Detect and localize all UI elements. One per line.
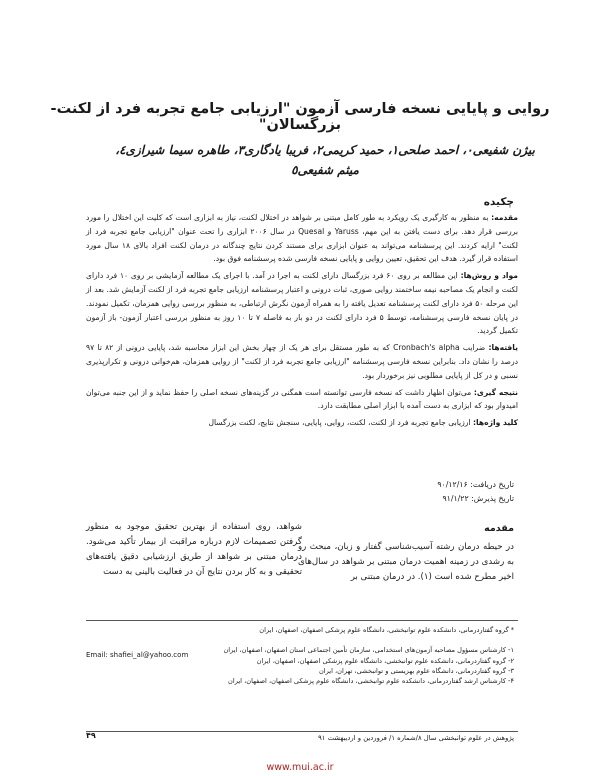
intro-heading: مقدمه xyxy=(484,523,514,534)
paper-title: روایی و پایایی نسخه فارسی آزمون "ارزیابی جامع تجربه فرد از لکنت- بزرگسالان" xyxy=(50,101,550,133)
author-list xyxy=(90,140,560,180)
abstract-section xyxy=(86,211,518,266)
footnote-divider xyxy=(86,620,518,621)
section-label: یافته‌ها: xyxy=(488,343,518,353)
footnote-item: ۱- کارشناس مسؤول مصاحبه آزمون‌های استخدامی، سازمان تأمین اجتماعی استان اصفهان، اصفهان، ایران xyxy=(223,646,514,655)
abstract-section xyxy=(86,341,518,382)
website-link[interactable]: www.mui.ac.ir xyxy=(266,762,334,773)
footnote-item: ۲- گروه گفتاردرمانی، دانشکده علوم توانبخشی، دانشگاه علوم پزشکی اصفهان، اصفهان، ایران xyxy=(256,656,514,665)
corresponding-email[interactable]: Email: shafiei_al@yahoo.com xyxy=(86,651,189,659)
abstract-body xyxy=(86,211,518,433)
author-line-2: میثم شفیعی٥ xyxy=(291,163,359,177)
footer-divider xyxy=(86,731,518,732)
section-label: مواد و روش‌ها: xyxy=(460,271,518,281)
abstract-section xyxy=(86,386,518,414)
accepted-date: تاریخ پذیرش: ۹۱/۱/۲۲ xyxy=(442,494,514,503)
section-text: ضرایب Cronbach's alpha که به طور مستقل برای هر یک از چهار بخش این ابزار محاسبه شد، پایایی درونی از ۸۲ تا ۹۷ درصد را نشان داد. بنابراین نسخه فارسی پرسشنامه "ارزیابی جامع تجربه فرد از لکنت" از روایی همزمان، هم‌خوانی درونی و تکرارپذیری نسبی و در کل از پایایی مطلوبی نیز برخوردار بود. xyxy=(86,343,518,380)
section-text: به منظور به کارگیری یک رویکرد به طور کامل مبتنی بر شواهد در اختلال لکنت، نیاز به ابزاری است که کلیت این اختلال را مورد بررسی قرار دهد. برای دست یافتن به این مهم، Yaruss و Quesal در سال ۲۰۰۶ ابزاری را تحت عنوان "ارزیابی جامع تجربه فرد از لکنت" ارایه کردند. این پرسشنامه می‌تواند به عنوان ابزاری برای مستند کردن نتایج چندگانه در درمان لکنت افراد بالای ۱۸ سال مورد استفاده قرار گیرد. هدف این تحقیق، تعیین روایی و پایایی نسخه فارسی شده پرسشنامه فوق بود. xyxy=(86,213,519,264)
footnote-item: ۴- کارشناس ارشد گفتاردرمانی، دانشکده علوم توانبخشی، دانشگاه علوم پزشکی اصفهان، اصفهان، ایران xyxy=(228,677,514,686)
abstract-section xyxy=(86,269,518,338)
section-text: این مطالعه بر روی ۶۰ فرد بزرگسال دارای لکنت به اجرا در آمد. با اجرای یک مطالعه آزمایشی بر روی ۱۰ فرد دارای لکنت و انجام یک مصاحبه نیمه ساختمند روایی صوری، ثبات درونی و اعتبار پرسشنامه ارزیابی جامع تجربه فرد از لکنت آزمایش شد. بعد از این مرحله ۵۰ فرد دارای لکنت پرسشنامه تعدیل یافته را به همراه آزمون نگرش ارتباطی، به منظور بررسی روایی همزمان، تکمیل نمودند. در پایان نسخه فارسی پرسشنامه، توسط ۵ فرد دارای لکنت در دو بار به فاصله ۷ تا ۱۰ روز به منظور بررسی اعتبار آزمون- باز آزمون تکمیل گردید. xyxy=(86,271,519,336)
intro-right-column: در حیطه درمان رشته آسیب‌شناسی گفتار و زبان، مبحث رو به رشدی در زمینه اهمیت درمان مبتنی بر شواهد در سال‌های اخیر مطرح شده است (۱). در درمان مبتنی بر xyxy=(298,542,514,582)
page-number: ۴۹ xyxy=(86,731,96,740)
abstract-heading: چکیده xyxy=(483,196,514,208)
footnote-item: ۳- گروه گفتاردرمانی، دانشگاه علوم بهزیستی و توانبخشی، تهران، ایران xyxy=(318,666,514,675)
section-label: مقدمه: xyxy=(491,213,518,222)
received-date: تاریخ دریافت: ۹۰/۱۲/۱۶ xyxy=(437,480,514,489)
section-text: ارزیابی جامع تجربه فرد از لکنت، لکنت، روایی، پایایی، سنجش نتایج، لکنت بزرگسال xyxy=(208,418,471,428)
abstract-section xyxy=(86,416,518,430)
section-text: می‌توان اظهار داشت که نسخه فارسی توانسته است همگنی در گزینه‌های نسخه اصلی را حفظ نماید و از این جنبه می‌توان امیدوار بود که ابزاری به دست آمده با ابزار اصلی مطابقت دارد. xyxy=(86,387,518,411)
dates-block xyxy=(437,478,514,506)
footnote-item: * گروه گفتاردرمانی، دانشکده علوم توانبخشی، دانشگاه علوم پزشکی اصفهان، اصفهان، ایران xyxy=(259,626,514,634)
author-line-1: بیژن شفیعی٠، احمد صلحی١، حمید کریمی٢، فریبا یادگاری٣، طاهره سیما شیرازی٤، xyxy=(115,143,535,157)
journal-citation: پژوهش در علوم توانبخشی سال ۸/شماره ۱/ فروردین و اردیبهشت ۹۱ xyxy=(318,734,514,742)
section-label: کلید واژه‌ها: xyxy=(473,418,518,428)
intro-left-column: شواهد، روی استفاده از بهترین تحقیق موجود به منظور گرفتن تصمیمات لازم درباره مراقبت از بیمار تأکید می‌شود. درمان مبتنی بر شواهد از طریق ارزشیابی دقیق یافته‌های تحقیقی و به کار بردن نتایج آن در فعالیت بالینی به دست xyxy=(86,522,302,577)
section-label: نتیجه گیری: xyxy=(473,387,519,397)
